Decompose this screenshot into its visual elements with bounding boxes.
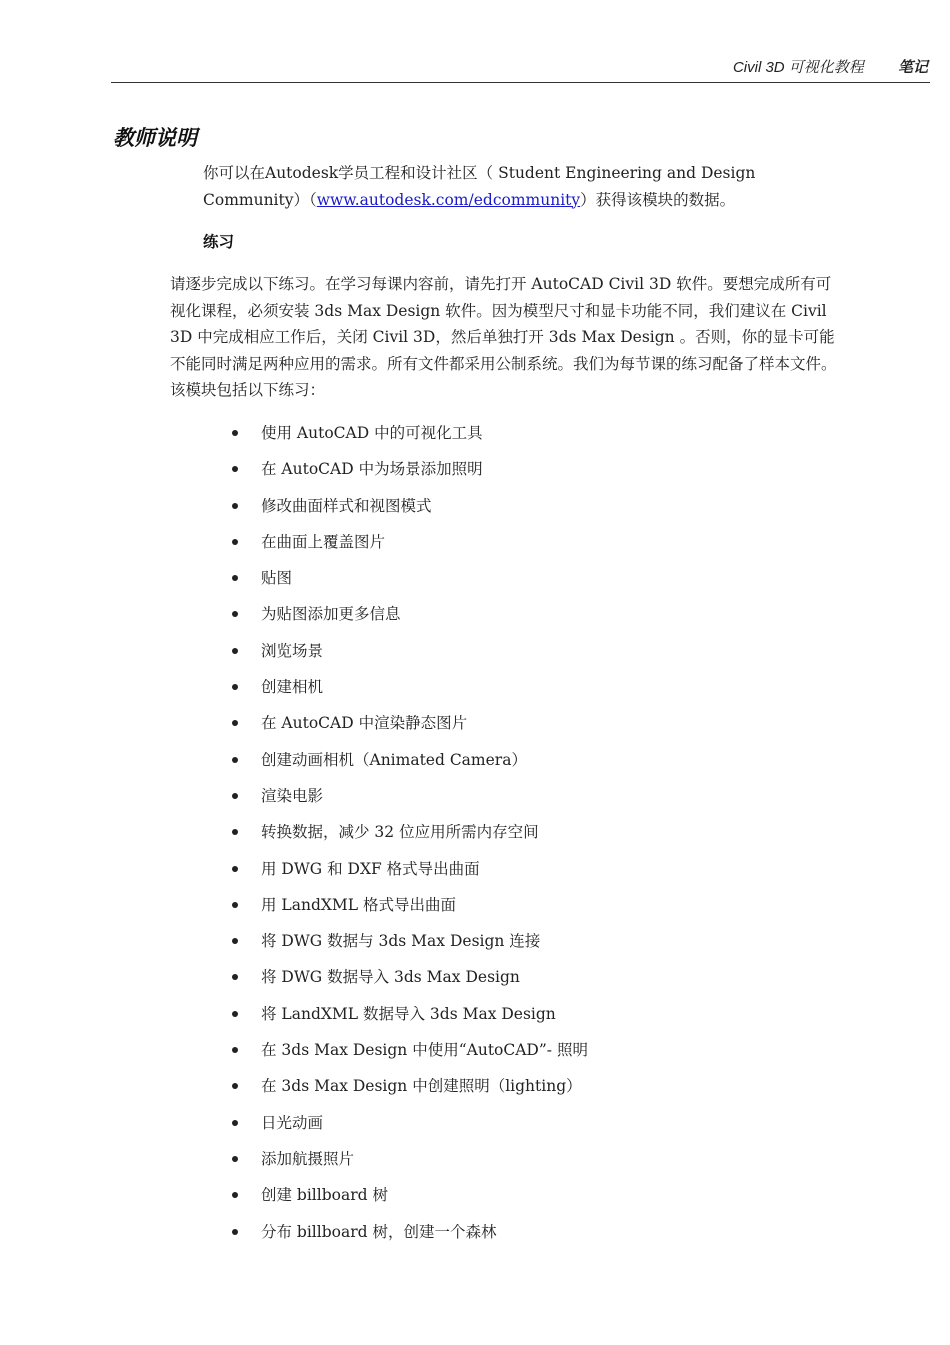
- bullet-icon: [232, 793, 238, 799]
- bullet-icon: [232, 1192, 238, 1198]
- list-item: [232, 456, 588, 492]
- list-item-label: 分布 billboard 树，创建一个森林: [261, 1222, 497, 1241]
- list-item: [232, 928, 588, 964]
- header-notes-label: 笔记: [897, 59, 928, 76]
- instructions-paragraph: 请逐步完成以下练习。在学习每课内容前，请先打开 AutoCAD Civil 3D 软件。要想完成所有可视化课程，必须安装 3ds Max Design 软件。因为模型尺寸和显卡功能不同，我们建议在 Civil 3D 中完成相应工作后，关闭 Civil 3D，然后单独打开 3ds Max Design 。否则，你的显卡可能不能同时满足两种应用的需求。所有文件都采用公制系统。我们为每节课的练习配备了样本文件。该模块包括以下练习：: [170, 275, 837, 399]
- list-item: [232, 710, 588, 746]
- header-divider: [111, 82, 930, 83]
- bullet-icon: [232, 902, 238, 908]
- list-item-label: 在 3ds Max Design 中使用“AutoCAD”- 照明: [261, 1041, 588, 1060]
- list-item-label: 为贴图添加更多信息: [261, 605, 401, 624]
- list-item: [232, 783, 588, 819]
- intro-paragraph: [203, 160, 803, 213]
- bullet-icon: [232, 974, 238, 980]
- bullet-icon: [232, 1083, 238, 1089]
- list-item: [232, 1073, 588, 1109]
- bullet-icon: [232, 430, 238, 436]
- list-item-label: 将 LandXML 数据导入 3ds Max Design: [261, 1004, 556, 1023]
- list-item: [232, 964, 588, 1000]
- list-item: [232, 1182, 588, 1218]
- section-title: 教师说明: [113, 126, 197, 150]
- list-item: [232, 1219, 588, 1255]
- list-item-label: 添加航摄照片: [261, 1149, 355, 1168]
- list-item-label: 转换数据，减少 32 位应用所需内存空间: [261, 823, 539, 842]
- bullet-icon: [232, 1047, 238, 1053]
- bullet-icon: [232, 1229, 238, 1235]
- list-item-label: 用 LandXML 格式导出曲面: [261, 895, 456, 914]
- list-item-label: 使用 AutoCAD 中的可视化工具: [261, 424, 483, 442]
- bullet-icon: [232, 866, 238, 872]
- list-item-label: 在 AutoCAD 中渲染静态图片: [261, 714, 468, 733]
- list-item: [232, 1146, 588, 1182]
- list-item: [232, 565, 588, 601]
- list-item-label: 将 DWG 数据与 3ds Max Design 连接: [261, 932, 541, 951]
- list-item: [232, 529, 588, 565]
- bullet-icon: [232, 648, 238, 654]
- list-item-label: 渲染电影: [261, 786, 324, 805]
- bullet-icon: [232, 757, 238, 763]
- list-item: [232, 420, 588, 456]
- bullet-icon: [232, 684, 238, 690]
- bullet-icon: [232, 1156, 238, 1162]
- list-item: [232, 819, 588, 855]
- bullet-icon: [232, 611, 238, 617]
- list-item: [232, 638, 588, 674]
- list-item-label: 在曲面上覆盖图片: [261, 532, 386, 551]
- intro-text-after: ）获得该模块的数据。: [580, 190, 736, 209]
- list-item-label: 在 3ds Max Design 中创建照明（lighting）: [261, 1077, 582, 1096]
- list-item: [232, 1110, 588, 1146]
- list-item-label: 浏览场景: [261, 641, 324, 660]
- bullet-icon: [232, 829, 238, 835]
- exercise-list: [232, 420, 588, 1255]
- list-item-label: 用 DWG 和 DXF 格式导出曲面: [261, 859, 480, 878]
- list-item: [232, 674, 588, 710]
- list-item: [232, 856, 588, 892]
- bullet-icon: [232, 466, 238, 472]
- page-header: [733, 56, 928, 77]
- intro-text-before: 你可以在Autodesk学员工程和设计社区（ Student Engineering and Design Community）（: [203, 164, 756, 209]
- list-item: [232, 747, 588, 783]
- list-item-label: 创建相机: [261, 678, 324, 697]
- list-item: [232, 1001, 588, 1037]
- list-item: [232, 1037, 588, 1073]
- list-item-label: 将 DWG 数据导入 3ds Max Design: [261, 968, 520, 987]
- bullet-icon: [232, 1011, 238, 1017]
- bullet-icon: [232, 938, 238, 944]
- header-book-title: Civil 3D 可视化教程: [732, 59, 864, 76]
- bullet-icon: [232, 575, 238, 581]
- list-item: [232, 892, 588, 928]
- list-item-label: 在 AutoCAD 中为场景添加照明: [261, 460, 483, 479]
- edcommunity-link[interactable]: www.autodesk.com/edcommunity: [316, 190, 581, 209]
- list-item-label: 创建 billboard 树: [261, 1186, 388, 1205]
- bullet-icon: [232, 539, 238, 545]
- list-item-label: 创建动画相机（Animated Camera）: [261, 750, 527, 769]
- bullet-icon: [232, 1120, 238, 1126]
- bullet-icon: [232, 720, 238, 726]
- list-item-label: 贴图: [261, 569, 293, 588]
- list-item-label: 修改曲面样式和视图模式: [261, 496, 432, 515]
- bullet-icon: [232, 503, 238, 509]
- list-item: [232, 493, 588, 529]
- exercises-subheading: 练习: [203, 233, 235, 251]
- list-item-label: 日光动画: [261, 1113, 324, 1132]
- list-item: [232, 601, 588, 637]
